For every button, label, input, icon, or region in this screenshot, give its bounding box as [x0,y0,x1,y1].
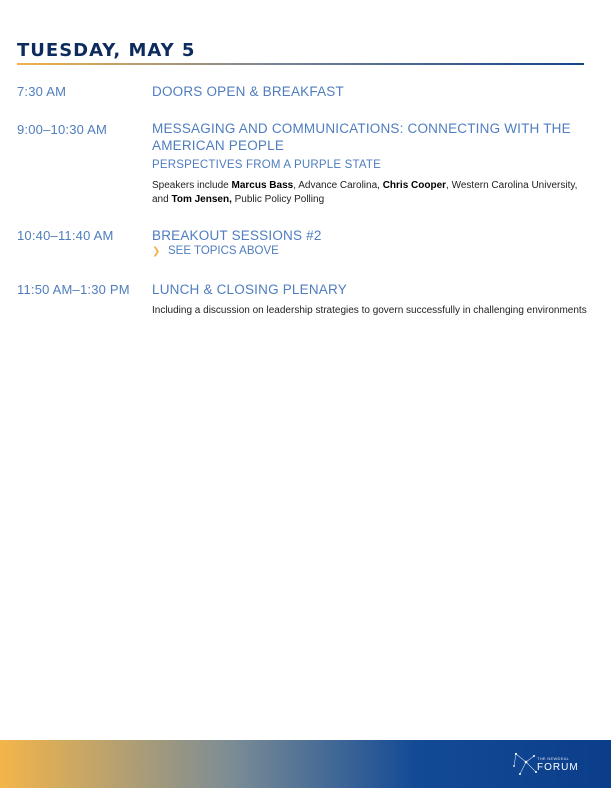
session-time: 9:00–10:30 AM [17,122,108,137]
session-title: LUNCH & CLOSING PLENARY [152,282,347,297]
logo-small-text: THE NEWDEAL [537,756,570,761]
chevron-right-icon: ❯ [152,245,161,257]
speakers-text: Speakers include Marcus Bass, Advance Carolina, Chris Cooper, Western Carolina University, and Tom Jensen, Public Policy Polling [152,180,578,205]
session-time: 7:30 AM [17,84,67,99]
speaker-name: Tom Jensen, [171,194,232,205]
speaker-name: Chris Cooper [382,180,447,191]
speaker-name: Marcus Bass [231,180,294,191]
day-title: TUESDAY, MAY 5 [17,40,196,61]
session-block [152,281,588,318]
logo-big-text: FORUM [537,762,579,773]
session-block [152,120,588,207]
session-block [152,83,588,100]
session-description: Including a discussion on leadership strategies to govern successfully in challenging environments [152,305,587,316]
session-title: DOORS OPEN & BREAKFAST [152,84,344,99]
newdeal-forum-logo [512,748,592,780]
see-topics-label[interactable]: SEE TOPICS ABOVE [168,245,279,257]
session-subtitle: PERSPECTIVES FROM A PURPLE STATE [152,159,381,171]
session-time: 10:40–11:40 AM [17,228,114,243]
title-divider [17,63,584,65]
network-icon [512,748,538,780]
session-block [152,227,588,257]
see-topics-link[interactable] [152,245,588,257]
session-title: BREAKOUT SESSIONS #2 [152,228,322,243]
session-title: MESSAGING AND COMMUNICATIONS: CONNECTING WITH THE AMERICAN PEOPLE [152,121,571,153]
session-time: 11:50 AM–1:30 PM [17,282,130,297]
